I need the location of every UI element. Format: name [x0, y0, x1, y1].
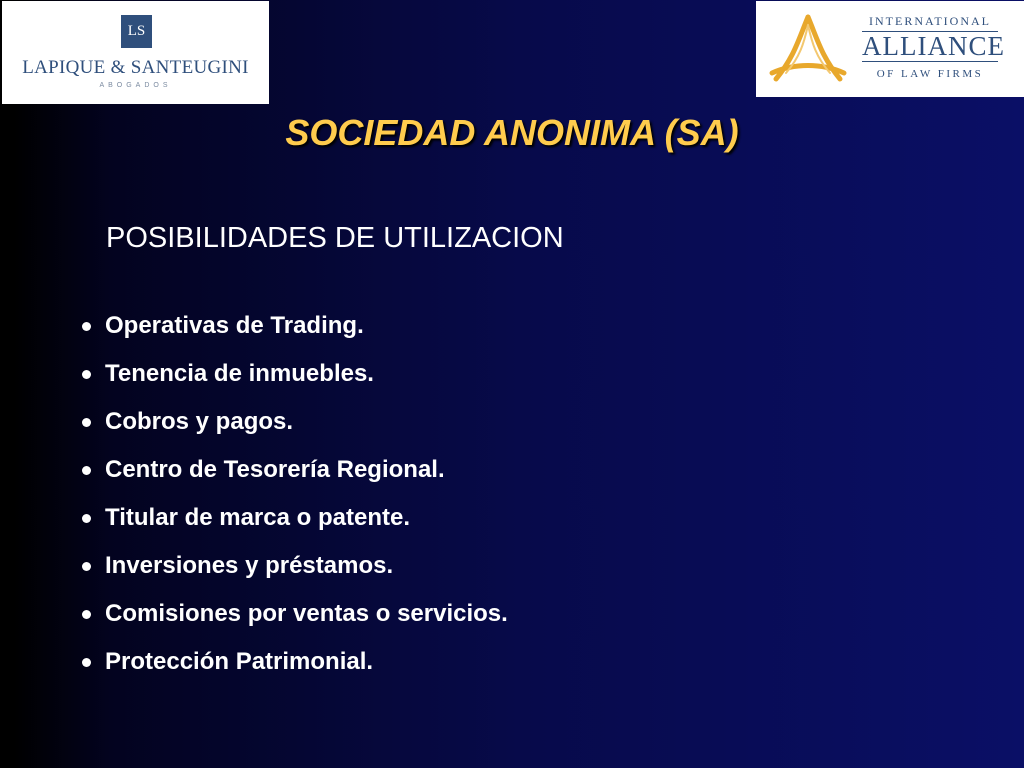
alliance-main-text: ALLIANCE — [862, 31, 1005, 61]
bullet-dot-icon — [82, 418, 91, 427]
bullet-dot-icon — [82, 514, 91, 523]
bullet-item — [78, 350, 508, 398]
triangle-knot-icon — [768, 13, 848, 87]
bullet-text: Tenencia de inmuebles. — [105, 360, 374, 387]
bullet-item — [78, 542, 508, 590]
bullet-dot-icon — [82, 322, 91, 331]
bullet-dot-icon — [82, 466, 91, 475]
bullet-item — [78, 398, 508, 446]
bullet-text: Operativas de Trading. — [105, 312, 364, 339]
bullet-item — [78, 590, 508, 638]
bullet-item — [78, 494, 508, 542]
slide-subtitle: POSIBILIDADES DE UTILIZACION — [106, 222, 564, 254]
ls-monogram-badge: LS — [121, 15, 152, 48]
bullet-item — [78, 638, 508, 686]
bullet-item — [78, 302, 508, 350]
bullet-text: Inversiones y préstamos. — [105, 552, 394, 579]
bullet-text: Cobros y pagos. — [105, 408, 294, 435]
international-alliance-logo — [756, 1, 1024, 97]
bullet-dot-icon — [82, 370, 91, 379]
bullet-list — [78, 302, 508, 686]
firm-name: LAPIQUE & SANTEUGINI — [22, 57, 249, 78]
bullet-dot-icon — [82, 562, 91, 571]
slide-title: SOCIEDAD ANONIMA (SA) — [285, 112, 739, 153]
bullet-text: Comisiones por ventas o servicios. — [105, 600, 508, 627]
lapique-santeugini-logo — [2, 1, 269, 104]
alliance-top-text: INTERNATIONAL — [869, 14, 991, 28]
firm-subtitle: ABOGADOS — [99, 82, 172, 89]
alliance-bottom-text: OF LAW FIRMS — [876, 68, 984, 80]
bullet-text: Centro de Tesorería Regional. — [105, 456, 445, 483]
bullet-dot-icon — [82, 610, 91, 619]
bullet-text: Titular de marca o patente. — [105, 504, 410, 531]
bullet-item — [78, 446, 508, 494]
bullet-text: Protección Patrimonial. — [105, 648, 374, 675]
bullet-dot-icon — [82, 658, 91, 667]
